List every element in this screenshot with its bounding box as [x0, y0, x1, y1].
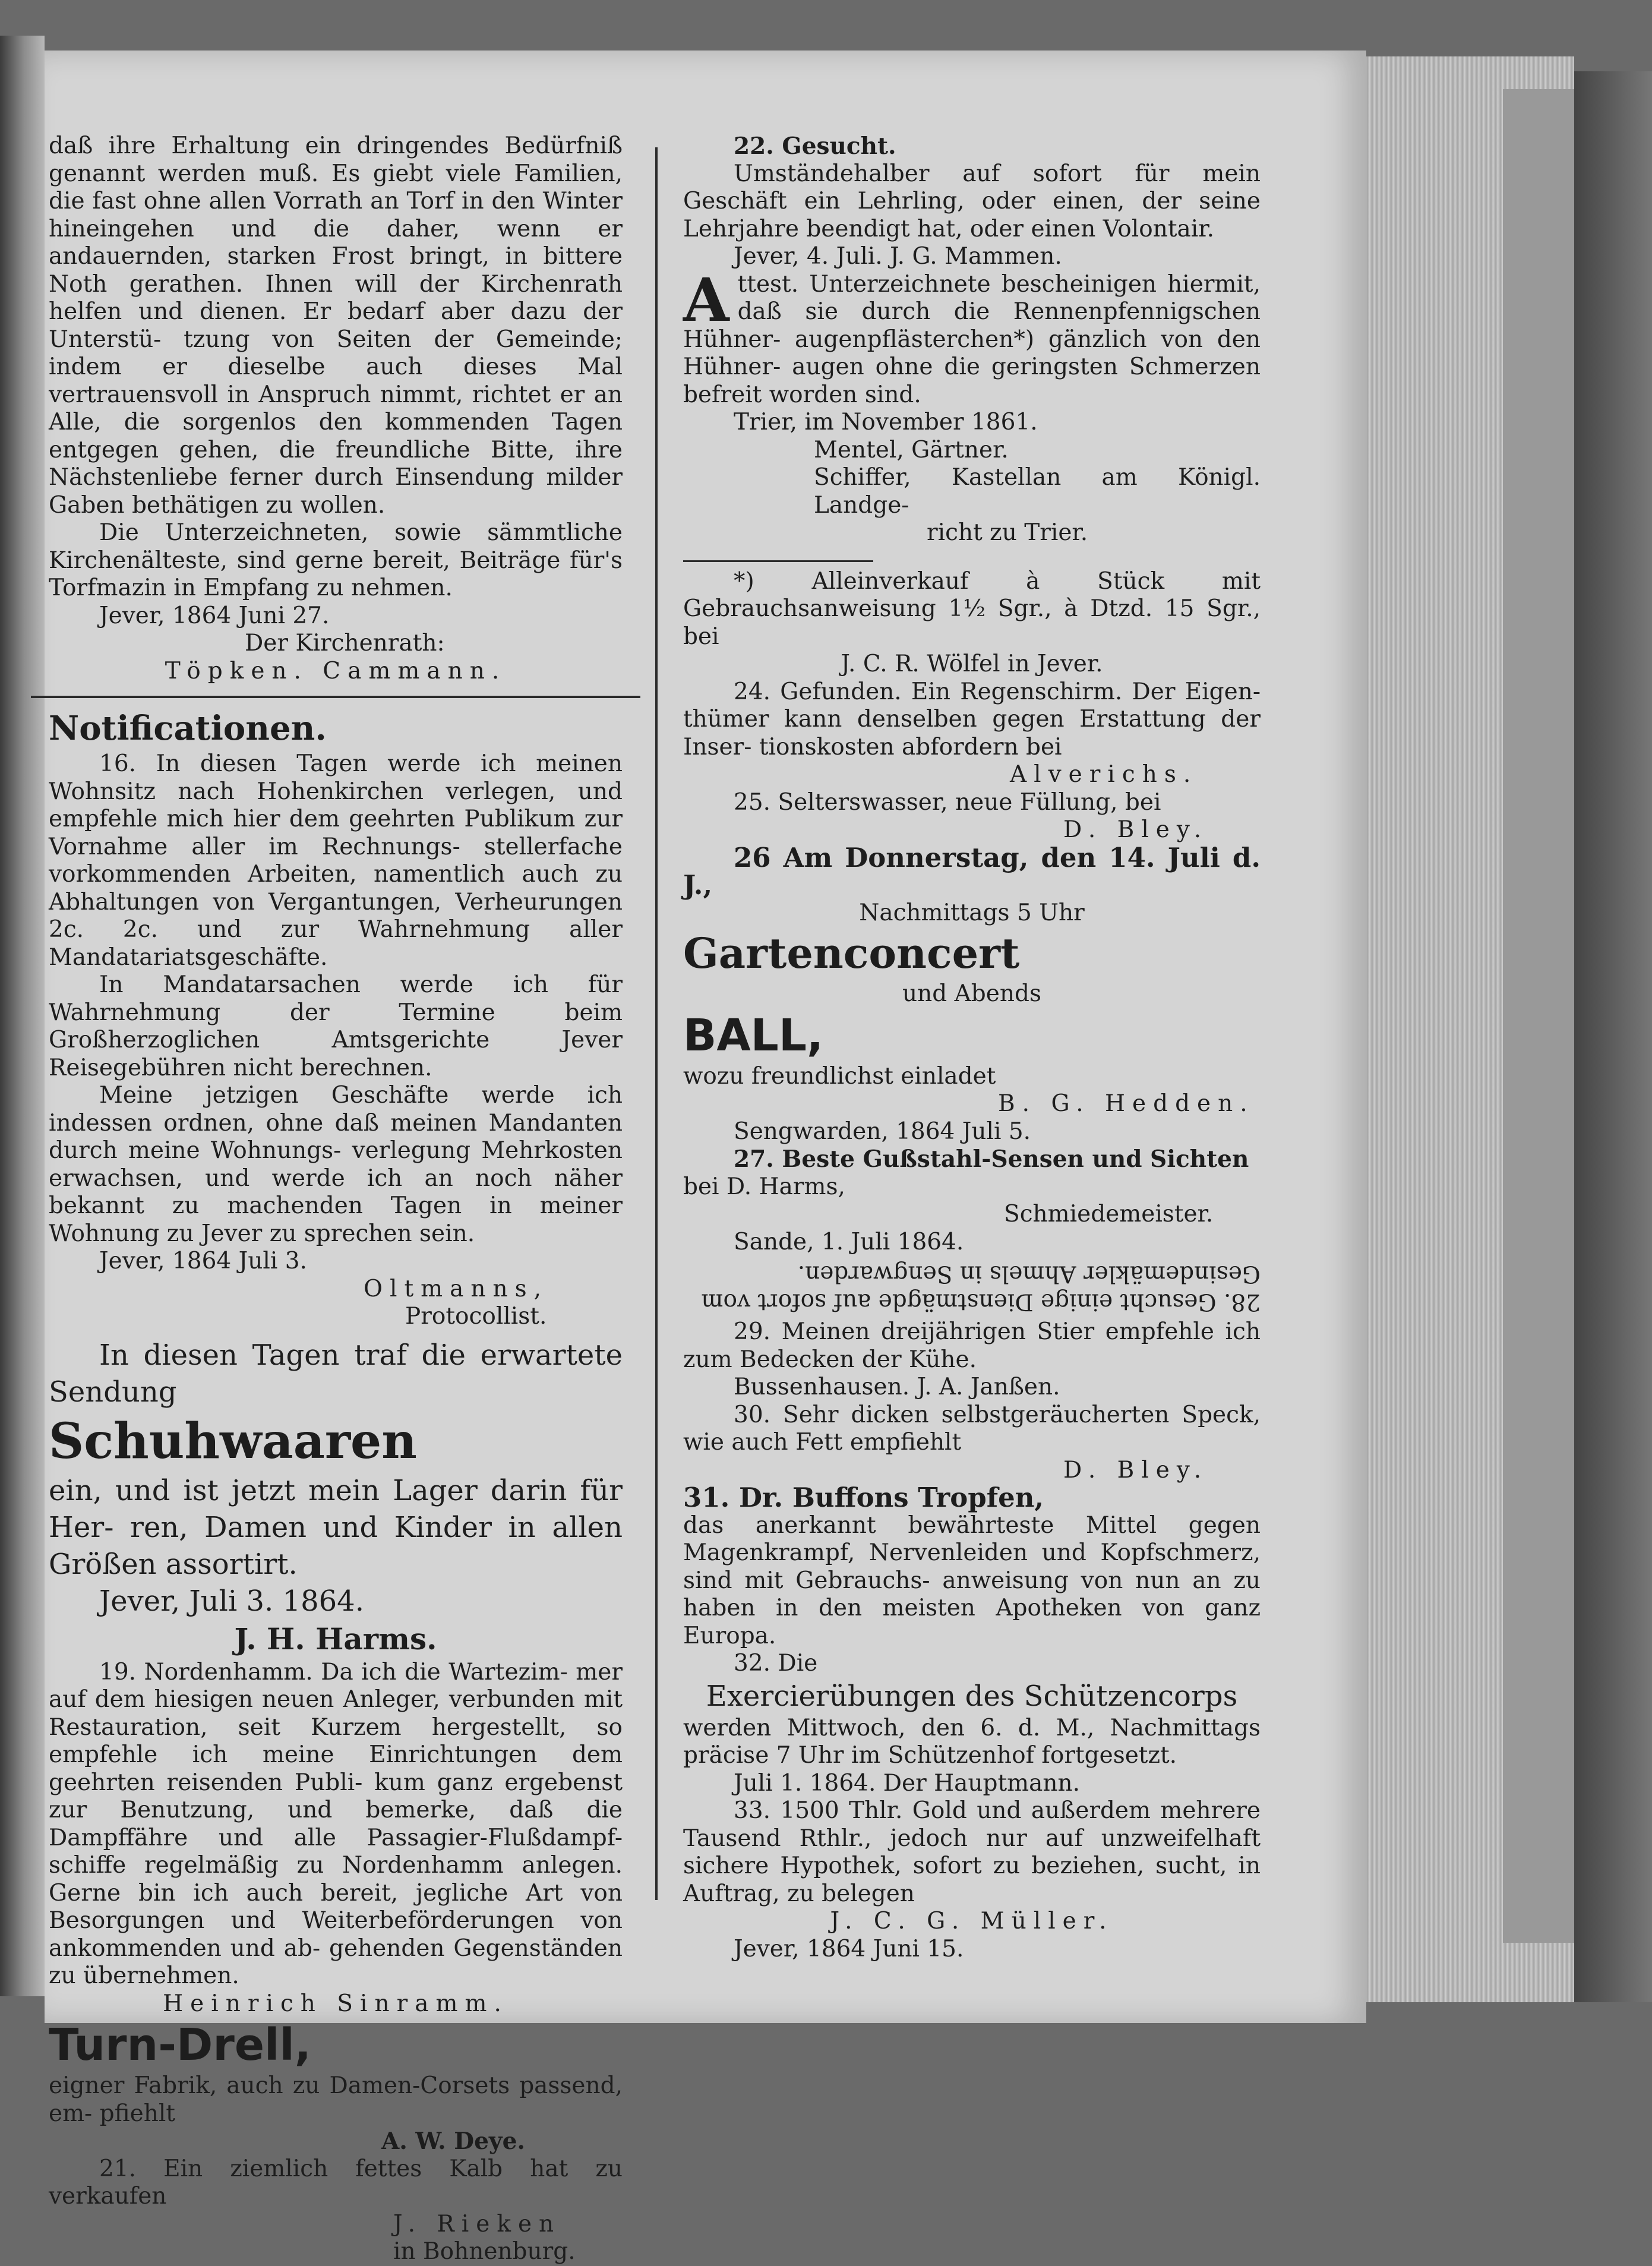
section-heading: Notificationen. — [49, 709, 327, 748]
notice-31: das anerkannt bewährteste Mittel gegen Magenkrampf, Nervenleiden und Kopfschmerz, sind mit Gebrauchs- anweisung von nun an zu haben in den meisten Apotheken von ganz Europa. — [683, 1511, 1261, 1649]
ball-title: BALL, — [683, 1009, 824, 1061]
attest-notice: A ttest. Unterzeichnete bescheinigen hiermit, daß sie durch die Rennenpfennigschen Hühner- augenpflästerchen*) gänzlich von den Hühner- augen ohne die geringsten Schmerzen befreit worden sind. — [683, 264, 1261, 408]
exercise-title: Exercierübungen des Schützencorps — [706, 1679, 1238, 1713]
notice-33: 33. 1500 Thlr. Gold und außerdem mehrere Tausend Rthlr., jedoch nur auf unzweifelhaft sichere Hypothek, sofort zu beziehen, sucht, in Auftrag, zu belegen — [683, 1797, 1261, 1907]
signature: J. H. Harms. — [234, 1621, 437, 1656]
signature: D. Bley. — [1063, 1456, 1209, 1484]
section-rule — [31, 696, 640, 698]
notice-28-a: Gesindemäkler Ahmels in Sengwarden. — [797, 1260, 1261, 1287]
notice-22: Umständehalber auf sofort für mein Geschäft ein Lehrling, oder einen, der seine Lehrjahre beendigt hat, oder einen Volontair. — [683, 160, 1261, 242]
notice-22-head: 22. Gesucht. — [734, 132, 896, 160]
notice-16b: In Mandatarsachen werde ich für Wahrnehmung der Termine beim Großherzoglichen Amtsgerichte Jever Reisegebühren nicht berechnen. — [49, 971, 623, 1081]
signature: Oltmanns, — [364, 1275, 548, 1302]
notice-26-invite: wozu freundlichst einladet — [683, 1062, 996, 1090]
signature-title: Protocollist. — [405, 1303, 547, 1330]
notice-16: 16. In diesen Tagen werde ich meinen Wohnsitz nach Hohenkirchen verlegen, und empfehle mich hier dem geehrten Publikum zur Vornahme aller im Rechnungs- stellerfache vorkommenden Arbeiten, namentlich auch zu Abhaltungen von Vergantungen, Verheurungen 2c. 2c. und zur Wahrnehmung aller Mandatariatsgeschäfte. — [49, 750, 623, 971]
signature: J. C. G. Müller. — [830, 1908, 1114, 1934]
notice-24: 24. Gefunden. Ein Regenschirm. Der Eigen- thümer kann denselben gegen Erstattung der Inser- tionskosten abfordern bei — [683, 678, 1261, 760]
garden-concert-title: Gartenconcert — [683, 929, 1020, 978]
signature-title: Schmiedemeister. — [1004, 1201, 1214, 1227]
notice-29: 29. Meinen dreijährigen Stier empfehle ich zum Bedecken der Kühe. — [683, 1318, 1261, 1373]
date-line: Sande, 1. Juli 1864. — [734, 1228, 964, 1255]
notice-31-head: 31. Dr. Buffons Tropfen, — [683, 1482, 1044, 1513]
date-line: Jever, 1864 Juni 27. — [99, 602, 330, 629]
notice-21: 21. Ein ziemlich fettes Kalb hat zu verkaufen — [49, 2155, 623, 2210]
signature: Der Kirchenrath: — [245, 630, 445, 657]
notice-32-body: werden Mittwoch, den 6. d. M., Nachmittags präcise 7 Uhr im Schützenhof fortgesetzt. — [683, 1714, 1261, 1769]
shoe-ad-title: Schuhwaaren — [49, 1412, 417, 1470]
signature: richt zu Trier. — [927, 519, 1088, 546]
signature: J. C. R. Wölfel in Jever. — [841, 651, 1103, 677]
signature: B. G. Hedden. — [998, 1090, 1255, 1117]
date-line: Jever, 1864 Juli 3. — [99, 1248, 307, 1274]
book-spine — [1574, 71, 1652, 2002]
notice-27-bei: bei D. Harms, — [683, 1173, 845, 1200]
signature: A. W. Deye. — [381, 2128, 525, 2155]
signature-names: Töpken. Cammann. — [165, 657, 507, 684]
kirchenrath-notice: daß ihre Erhaltung ein dringendes Bedürfniß genannt werden muß. Es giebt viele Familien, die fast ohne allen Vorrath an Torf in den Winter hineingehen und die daher, wenn er andauernden, starken Frost bringt, in bittere Noth gerathen. Ihnen will der Kirchenrath helfen und dienen. Er bedarf aber dazu der Unterstü- tzung von Seiten der Gemeinde; indem er dieselbe auch dieses Mal vertrauensvoll in Anspruch nimmt, richtet er an Alle, die sorgenlos den kommenden Tagen entgegen gehen, die freundliche Bitte, ihre Nächstenliebe ferner durch Einsendung milder Gaben bethätigen zu wollen. — [49, 132, 623, 519]
right-column — [683, 132, 1261, 1963]
drop-cap: A — [683, 264, 729, 335]
shoe-ad-body: ein, und ist jetzt mein Lager darin für Her- ren, Damen und Kinder in allen Größen assortirt. — [49, 1473, 623, 1581]
date-line: Jever, Juli 3. 1864. — [99, 1584, 364, 1618]
date-line: Jever, 1864 Juni 15. — [734, 1935, 964, 1962]
notice-26: 26 Am Donnerstag, den 14. Juli d. J., — [683, 841, 1261, 901]
date-line: Sengwarden, 1864 Juli 5. — [734, 1118, 1031, 1145]
signature: J. Rieken — [393, 2210, 561, 2237]
signature: Schiffer, Kastellan am Königl. Landge- — [814, 464, 1261, 519]
signature: Juli 1. 1864. Der Hauptmann. — [734, 1769, 1081, 1797]
book-left-edge — [0, 36, 45, 1996]
signature: Mentel, Gärtner. — [814, 436, 1009, 463]
signature-place: in Bohnenburg. — [393, 2238, 576, 2265]
turn-drell-body: eigner Fabrik, auch zu Damen-Corsets passend, em- pfiehlt — [49, 2072, 623, 2127]
footnote: *) Alleinverkauf à Stück mit Gebrauchsanweisung 1½ Sgr., à Dtzd. 15 Sgr., bei — [683, 567, 1261, 650]
signature: D. Bley. — [1063, 816, 1209, 843]
notice-28-b: 28. Gesucht einige Dienstmägde auf sofort vom — [701, 1288, 1261, 1315]
notice-27: 27. Beste Gußstahl-Sensen und Sichten — [734, 1145, 1249, 1173]
signature: Jever, 4. Juli. J. G. Mammen. — [734, 243, 1062, 270]
turn-drell-title: Turn-Drell, — [49, 2019, 311, 2071]
signature: Bussenhausen. J. A. Janßen. — [734, 1374, 1060, 1400]
date-line: Trier, im November 1861. — [734, 409, 1038, 435]
notice-28-upside-down — [683, 1260, 1261, 1315]
left-column — [49, 132, 623, 2266]
column-rule — [655, 147, 658, 1900]
notice-26-evening: und Abends — [902, 980, 1041, 1007]
notice-32: 32. Die — [734, 1650, 818, 1677]
kirchenrath-notice-2: Die Unterzeichneten, sowie sämmtliche Kirchenälteste, sind gerne bereit, Beiträge für's Torfmazin in Empfang zu nehmen. — [49, 519, 623, 601]
signature: Alverichs. — [1010, 761, 1198, 788]
signature: Heinrich Sinramm. — [163, 1990, 508, 2017]
notice-25: 25. Selterswasser, neue Füllung, bei — [734, 788, 1161, 816]
notice-30: 30. Sehr dicken selbstgeräucherten Speck, wie auch Fett empfiehlt — [683, 1401, 1261, 1456]
shoe-ad-intro: In diesen Tagen traf die erwartete Sendung — [49, 1338, 623, 1409]
footnote-rule — [683, 560, 873, 562]
notice-26-time: Nachmittags 5 Uhr — [859, 899, 1085, 926]
notice-19: 19. Nordenhamm. Da ich die Wartezim- mer auf dem hiesigen neuen Anleger, verbunden mit Restauration, seit Kurzem hergestellt, so empfehle ich meine Einrichtungen dem geehrten reisenden Publi- kum ganz ergebenst zur Benutzung, und bemerke, daß die Dampffähre und alle Passagier-Flußdampf- schiffe regelmäßig zu Nordenhamm anlegen. Gerne bin ich auch bereit, jegliche Art von Besorgungen und Weiterbeförderungen von ankommenden und ab- gehenden Gegenständen zu übernehmen. — [49, 1658, 623, 1989]
notice-16c: Meine jetzigen Geschäfte werde ich indessen ordnen, ohne daß meinen Mandanten durch meine Wohnungs- verlegung Mehrkosten erwachsen, und werde ich an noch näher bekannt zu machenden Tagen in meiner Wohnung zu Jever zu sprechen sein. — [49, 1082, 623, 1247]
book-cover-edge — [1503, 89, 1586, 1943]
